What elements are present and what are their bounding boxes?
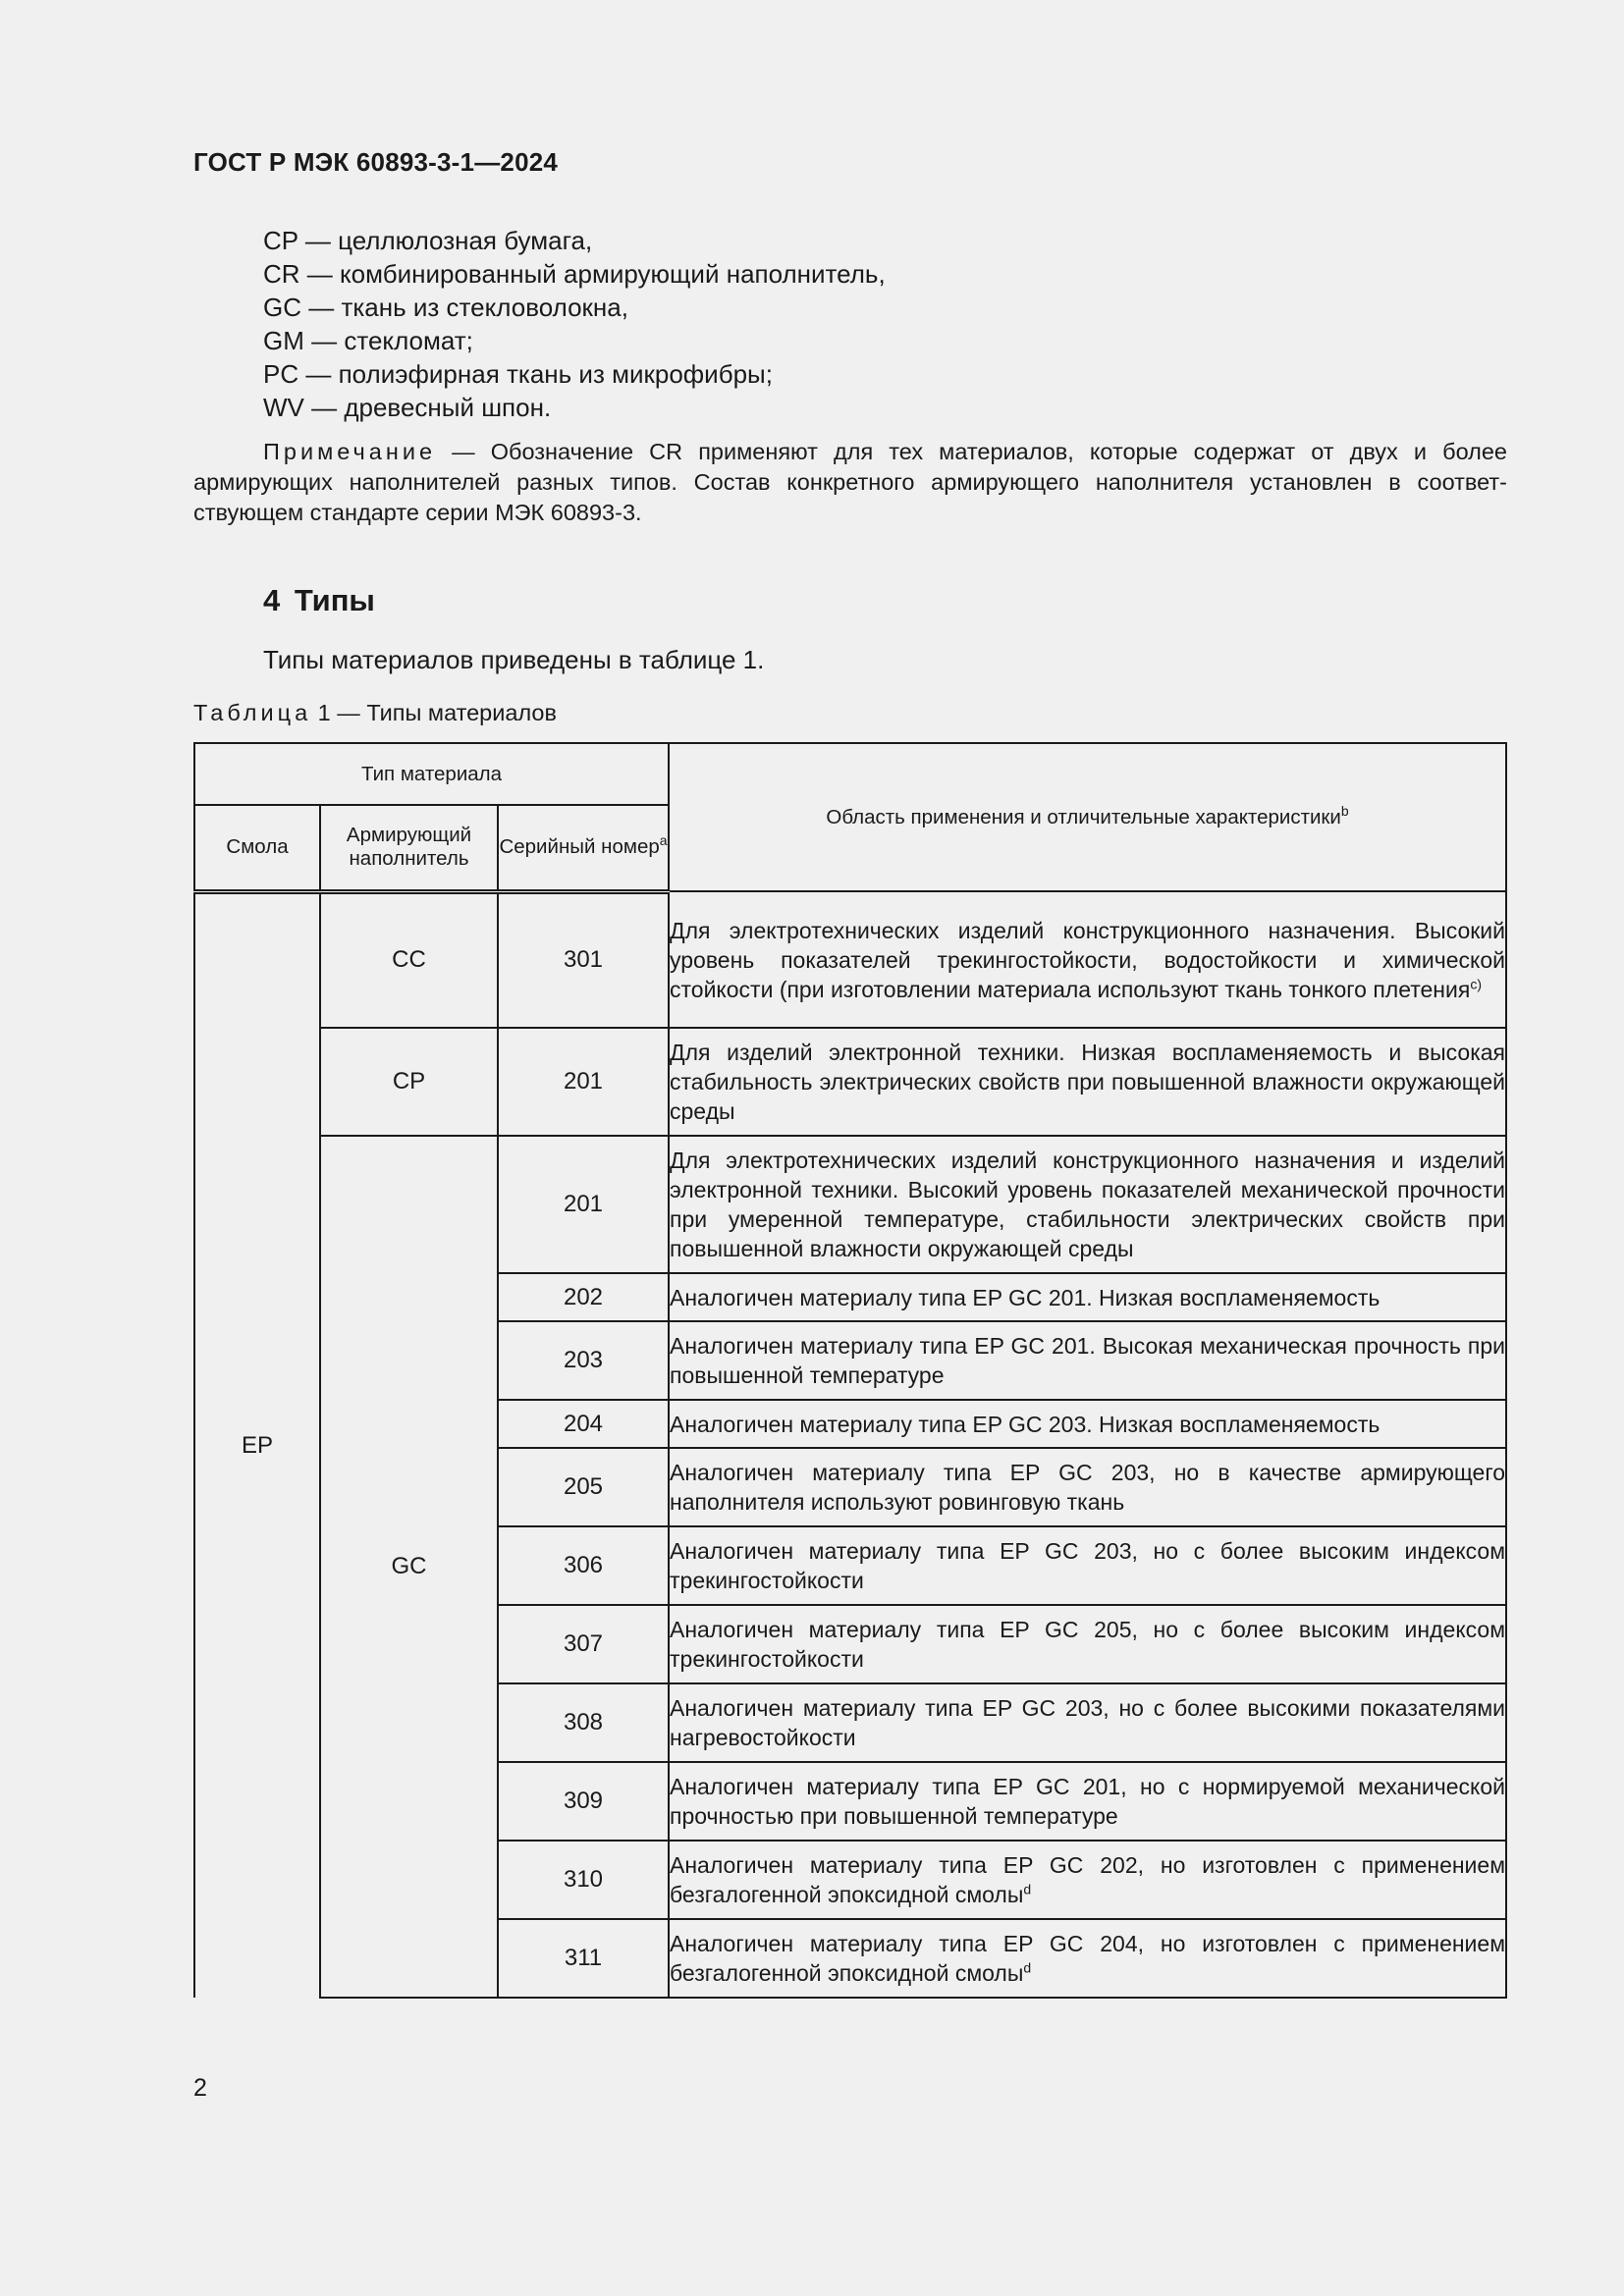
cell-description: Аналогичен материалу типа EP GC 202, но изготовлен с применением безгалогенной эпоксидной смолы$^d$ xyxy=(669,1841,1506,1919)
caption-label: Таблица xyxy=(193,700,312,725)
cell-serial: 204 xyxy=(498,1400,669,1448)
note-paragraph xyxy=(193,437,1507,528)
cell-serial: 308 xyxy=(498,1683,669,1762)
cell-serial: 202 xyxy=(498,1273,669,1321)
cell-description: Аналогичен материалу типа EP GC 201, но с нормируемой механической прочностью при повышенной температуре xyxy=(669,1762,1506,1841)
footnote-mark: d xyxy=(1023,1959,1032,1976)
header-resin: Смола xyxy=(194,805,320,891)
footnote-mark: b xyxy=(1340,802,1349,819)
header-application-area: Область применения и отличительные характеристики$^b$ xyxy=(669,743,1506,891)
abbreviation-item: PC — полиэфирная ткань из микрофибры; xyxy=(263,359,773,389)
cell-serial: 201 xyxy=(498,1028,669,1136)
cell-serial: 306 xyxy=(498,1526,669,1605)
cell-description: Аналогичен материалу типа EP GC 205, но с более высоким индексом трекингостойкости xyxy=(669,1605,1506,1683)
intro-text: Типы материалов приведены в таблице 1. xyxy=(263,645,765,674)
caption-text: 1 — Типы материалов xyxy=(311,700,557,725)
cell-description: Для электротехнических изделий конструкционного назначения. Высокий уровень показателей трекингостойкости, водостойкости и химической стойкости (при изготовлении материала используют ткань тонкого плетения$^{c)}$ xyxy=(669,891,1506,1028)
cell-description: Аналогичен материалу типа EP GC 201. Низкая воспламеняемость xyxy=(669,1273,1506,1321)
table-caption xyxy=(193,700,557,726)
cell-serial: 301 xyxy=(498,891,669,1028)
cell-serial: 203 xyxy=(498,1321,669,1400)
note-label: Примечание xyxy=(263,439,437,464)
abbreviation-item: WV — древесный шпон. xyxy=(263,393,552,422)
cell-description: Аналогичен материалу типа EP GC 201. Высокая механическая прочность при повышенной температуре xyxy=(669,1321,1506,1400)
footnote-mark: a xyxy=(659,832,668,849)
table-row xyxy=(194,1136,1506,1273)
cell-serial: 311 xyxy=(498,1919,669,1998)
abbreviation-list xyxy=(263,224,886,424)
cell-description: Аналогичен материалу типа EP GC 203, но с более высоким индексом трекингостойкости xyxy=(669,1526,1506,1605)
header-serial: Серийный номер$^a$ xyxy=(498,805,669,891)
cell-description: Для электротехнических изделий конструкционного назначения и изделий электронной техники. Высокий уровень показателей механической прочности при умеренной температуре, стабильности электрических свойств при повышенной влажности окружающей среды xyxy=(669,1136,1506,1273)
cell-description: Для изделий электронной техники. Низкая воспламеняемость и высокая стабильность электрических свойств при повышенной влажности окружающей среды xyxy=(669,1028,1506,1136)
page-number: 2 xyxy=(193,2074,207,2102)
cell-description: Аналогичен материалу типа EP GC 203, но в качестве армирующего наполнителя используют ровинговую ткань xyxy=(669,1448,1506,1526)
material-types-table xyxy=(193,742,1507,1999)
section-number: 4 xyxy=(263,583,281,617)
document-header: ГОСТ Р МЭК 60893-3-1—2024 xyxy=(193,147,559,177)
table-row xyxy=(194,1028,1506,1136)
header-filler: Армирующий наполнитель xyxy=(320,805,498,891)
cell-serial: 310 xyxy=(498,1841,669,1919)
footnote-mark: d xyxy=(1023,1881,1032,1897)
section-title-text: Типы xyxy=(294,583,375,617)
abbreviation-item: CP — целлюлозная бумага, xyxy=(263,226,593,255)
abbreviation-item: GC — ткань из стекловолокна, xyxy=(263,293,628,322)
footnote-mark: c) xyxy=(1470,975,1482,991)
cell-resin: EP xyxy=(194,891,320,1998)
note-text: — Обозначение CR применяют для тех материалов, которые содержат от двух и более армирующих наполнителей разных типов. Состав конкретного армирующего наполнителя установлен в соответствующем стандарте серии МЭК 60893-3. xyxy=(193,439,1507,525)
abbreviation-item: GM — стекломат; xyxy=(263,326,473,355)
cell-description: Аналогичен материалу типа EP GC 204, но изготовлен с применением безгалогенной эпоксидной смолы$^d$ xyxy=(669,1919,1506,1998)
cell-filler: CP xyxy=(320,1028,498,1136)
cell-serial: 307 xyxy=(498,1605,669,1683)
cell-serial: 205 xyxy=(498,1448,669,1526)
cell-description: Аналогичен материалу типа EP GC 203. Низкая воспламеняемость xyxy=(669,1400,1506,1448)
header-material-type: Тип материала xyxy=(194,743,669,805)
section-heading xyxy=(263,583,375,618)
cell-serial: 201 xyxy=(498,1136,669,1273)
cell-description: Аналогичен материалу типа EP GC 203, но с более высокими показателями нагревостойкости xyxy=(669,1683,1506,1762)
abbreviation-item: CR — комбинированный армирующий наполнитель, xyxy=(263,259,886,289)
cell-serial: 309 xyxy=(498,1762,669,1841)
table-row xyxy=(194,891,1506,1028)
cell-filler: GC xyxy=(320,1136,498,1998)
cell-filler: CC xyxy=(320,891,498,1028)
